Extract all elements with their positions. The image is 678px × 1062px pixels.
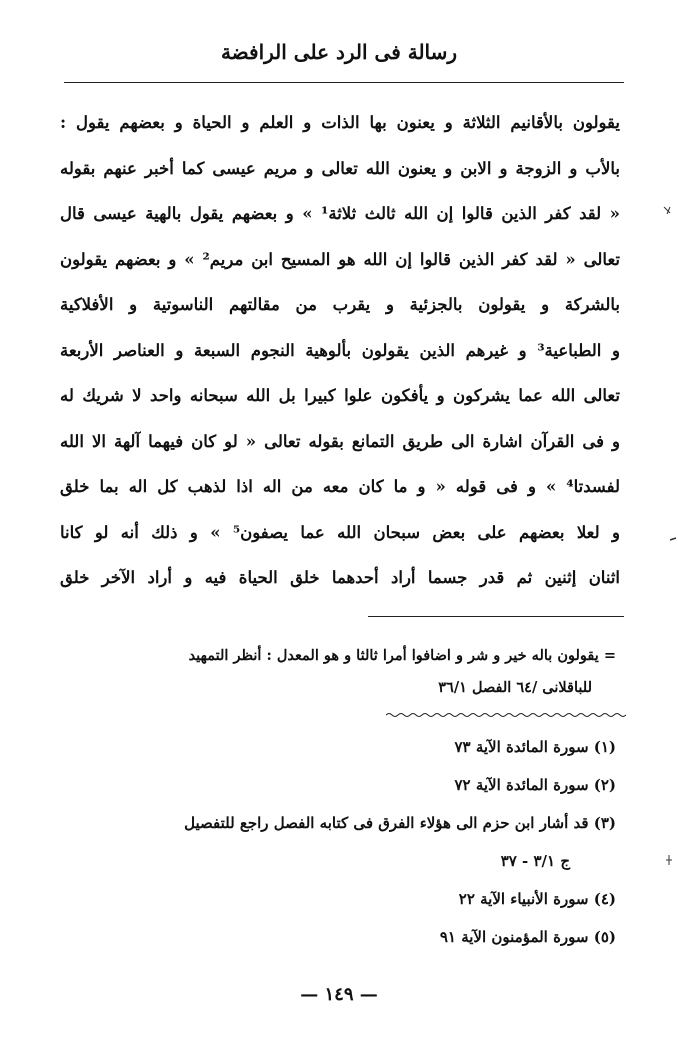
note-line: = يقولون باله خير و شر و اضافوا أمرا ثالثا و هو المعدل : أنظر التمهيد: [188, 647, 616, 664]
note-line: للباقلانى /٦٤ الفصل ٣٦/١: [438, 679, 592, 696]
margin-speck-icon: [668, 535, 678, 545]
footnote-item: (٢) سورة المائدة الآية ٧٢: [454, 776, 616, 794]
footnote-item: (٣) قد أشار ابن حزم الى هؤلاء الفرق فى كتابه الفصل راجع للتفصيل: [184, 814, 616, 832]
text-line: بالأب و الزوجة و الابن و يعنون الله تعالى و مريم عيسى كما أخبر عنهم بقوله: [60, 158, 620, 178]
text-line: يقولون بالأقانيم الثلاثة و يعنون بها الذات و العلم و الحياة و بعضهم يقول :: [60, 113, 620, 132]
margin-speck-icon: [662, 205, 672, 215]
running-header: رسالة فى الرد على الرافضة: [220, 40, 458, 64]
text-line: « لقد كفر الذين قالوا إن الله ثالث ثلاثة¹ » و بعضهم يقول بالهية عيسى قال: [60, 204, 620, 223]
footnote-item: (٥) سورة المؤمنون الآية ٩١: [439, 928, 616, 946]
margin-speck-icon: [664, 855, 674, 865]
footnote-separator: [368, 616, 624, 617]
text-line: اثنان إثنين ثم قدر جسما أراد أحدهما خلق الحياة فيه و أراد الآخر خلق: [60, 568, 620, 587]
footnotes: [64, 728, 616, 956]
wavy-divider: [386, 712, 626, 718]
footnote-item: (٤) سورة الأنبياء الآية ٢٢: [458, 890, 616, 908]
text-line: و لعلا بعضهم على بعض سبحان الله عما يصفون⁵ » و ذلك أنه لو كانا: [60, 522, 620, 542]
text-line: تعالى « لقد كفر الذين قالوا إن الله هو المسيح ابن مريم² » و بعضهم يقولون: [60, 249, 620, 269]
header-rule: [64, 82, 624, 83]
text-line: و الطباعية³ و غيرهم الذين يقولون بألوهية النجوم السبعة و العناصر الأربعة: [60, 340, 620, 360]
text-line: بالشركة و يقولون بالجزئية و يقرب من مقالتهم الناسوتية و الأفلاكية: [60, 295, 620, 314]
main-text: [60, 100, 620, 601]
footnote-item: (١) سورة المائدة الآية ٧٣: [454, 738, 616, 756]
text-line: و فى القرآن اشارة الى طريق التمانع بقوله تعالى « لو كان فيهما آلهة الا الله: [60, 431, 620, 451]
text-line: تعالى الله عما يشركون و يأفكون علوا كبيرا بل الله سبحانه واحد لا شريك له: [60, 386, 620, 405]
text-line: لفسدتا⁴ » و فى قوله « و ما كان معه من اله اذا لذهب كل اله بما خلق: [60, 477, 620, 496]
page-number: — ١٤٩ —: [300, 984, 378, 1005]
carryover-footnote: [64, 640, 616, 704]
footnote-item: ج ٣/١ - ٣٧: [500, 852, 570, 870]
